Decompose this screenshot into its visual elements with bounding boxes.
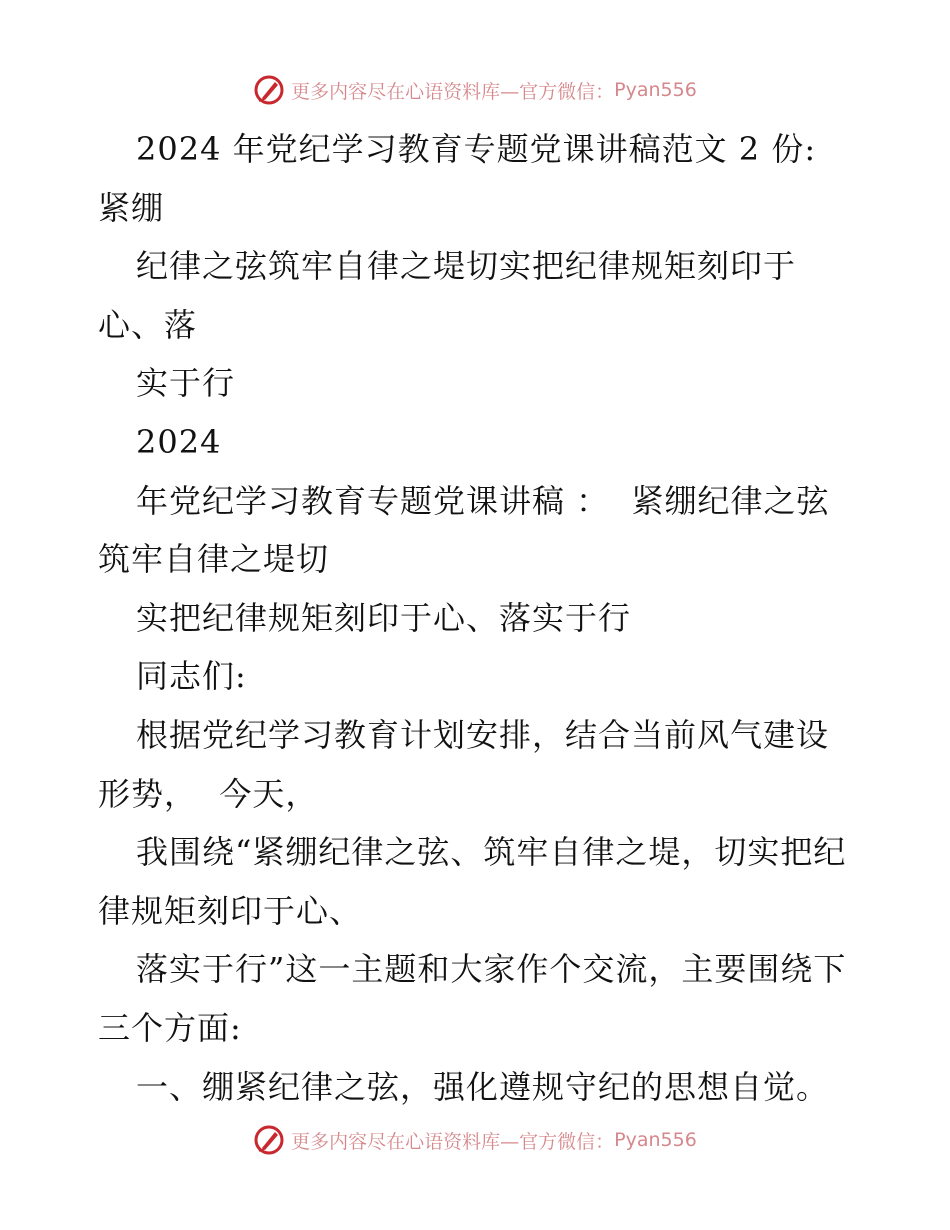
paragraph: 落实于行”这一主题和大家作个交流，主要围绕下三个方面: <box>98 950 847 1047</box>
watermark-wechat-id: Pyan556 <box>614 1129 697 1151</box>
paragraph: 2024 年党纪学习教育专题党课讲稿范文 2 份: 紧绷 <box>98 130 828 227</box>
watermark-wechat-id: Pyan556 <box>614 79 697 101</box>
paragraph: 2024 <box>136 422 222 461</box>
paragraph: 根据党纪学习教育计划安排，结合当前风气建设形势， 今天， <box>98 715 830 813</box>
paragraph: 实把纪律规矩刻印于心、落实于行 <box>136 598 632 637</box>
quill-logo-icon <box>253 74 285 106</box>
paragraph: 一、绷紧纪律之弦，强化遵规守纪的思想自觉。 <box>136 1067 830 1106</box>
paragraph: 实于行 <box>136 364 236 403</box>
paragraph: 纪律之弦筑牢自律之堤切实把纪律规矩刻印于心、落 <box>98 247 797 344</box>
watermark-text: 更多内容尽在心语资料库—官方微信： <box>291 1130 615 1153</box>
watermark-text: 更多内容尽在心语资料库—官方微信： <box>291 80 615 103</box>
paragraph: 我围绕“紧绷纪律之弦、筑牢自律之堤，切实把纪律规矩刻印于心、 <box>98 833 847 930</box>
paragraph: 同志们: <box>136 657 247 696</box>
quill-logo-icon <box>253 1124 285 1156</box>
footer-watermark <box>0 1122 950 1158</box>
header-watermark <box>0 72 950 108</box>
paragraph: 年党纪学习教育专题党课讲稿 ： 紧绷纪律之弦筑牢自律之堤切 <box>98 481 830 579</box>
document-body <box>98 120 858 1116</box>
